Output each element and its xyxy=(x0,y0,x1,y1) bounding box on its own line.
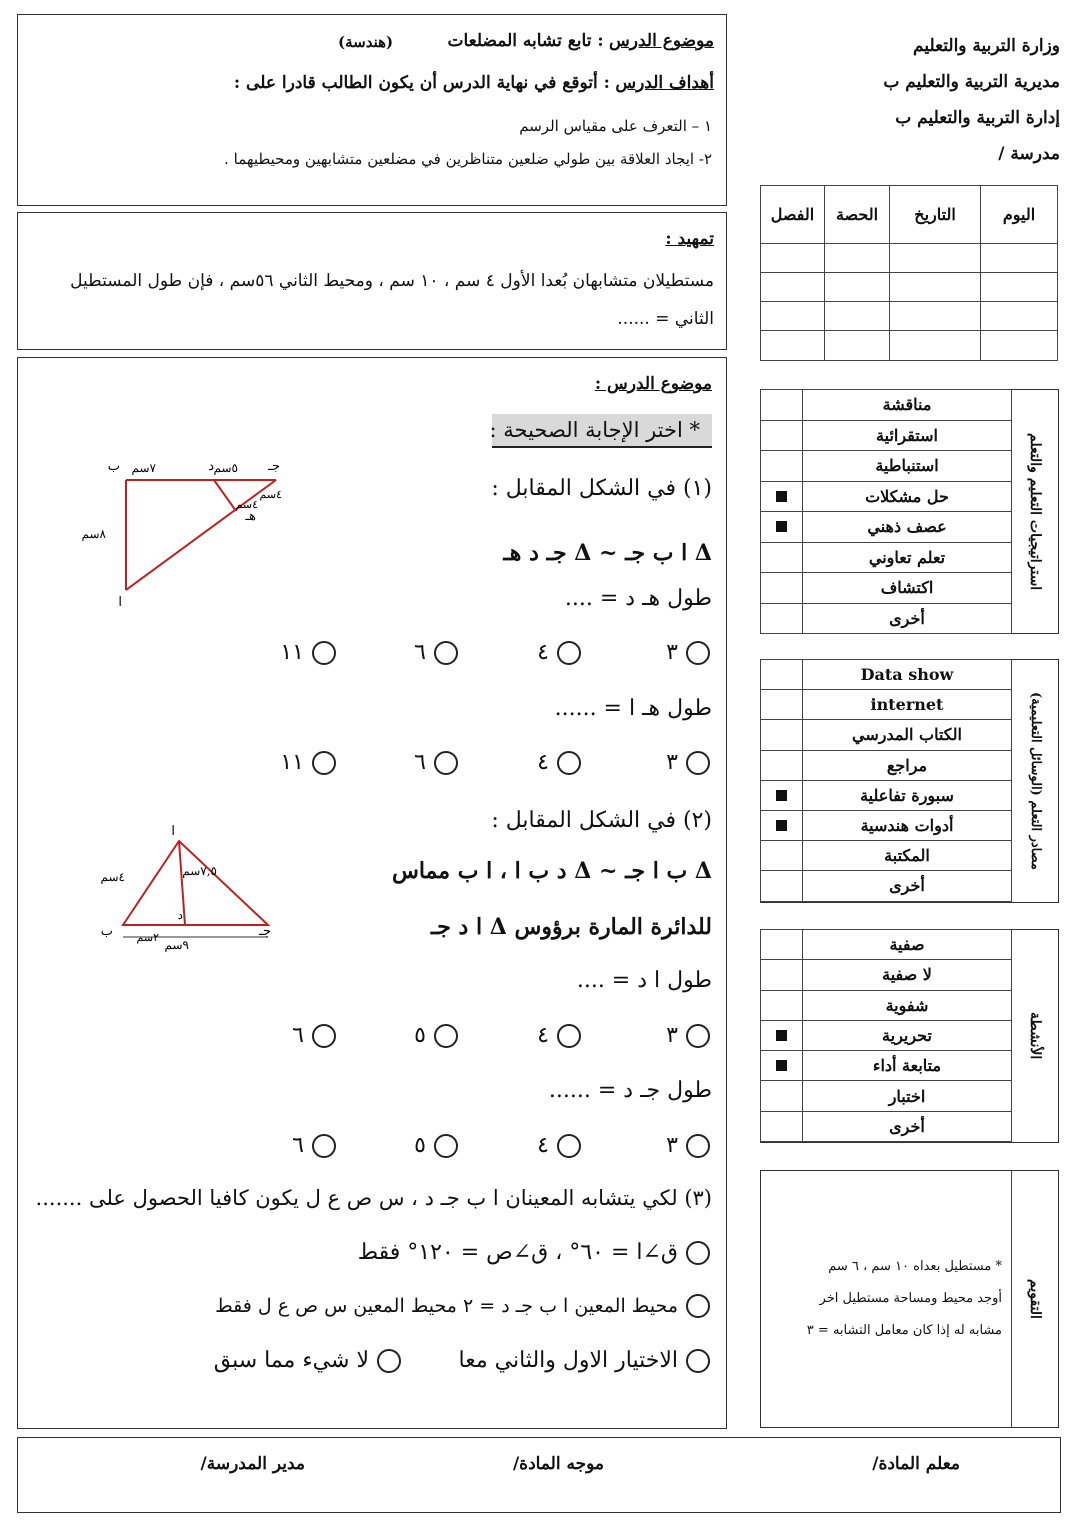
q2a-option-4[interactable]: ٦ xyxy=(292,1023,336,1048)
activities-row xyxy=(761,1111,1012,1141)
q1b-option-1[interactable]: ٣ xyxy=(666,750,710,775)
topic-label: موضوع الدرس xyxy=(609,31,714,51)
q1a-option-1[interactable]: ٣ xyxy=(666,640,710,665)
resources-row xyxy=(761,690,1012,720)
signature-footer xyxy=(17,1437,1061,1513)
radio-icon[interactable] xyxy=(434,641,458,665)
radio-icon[interactable] xyxy=(686,1134,710,1158)
strategies-side-label: استراتيجيات التعليم والتعلم xyxy=(1027,432,1043,591)
resources-item-label: internet xyxy=(803,690,1012,720)
radio-icon[interactable] xyxy=(312,751,336,775)
strategies-row xyxy=(761,390,1012,421)
q2a-option-3[interactable]: ٥ xyxy=(414,1023,458,1048)
eval-line-2: أوجد محيط ومساحة مستطيل اخر xyxy=(819,1291,1002,1306)
q1b-option-3[interactable]: ٦ xyxy=(414,750,458,775)
q2-stem: (٢) في الشكل المقابل : xyxy=(491,808,712,833)
resources-side-label: مصادر التعلم (الوسائل التعليمية) xyxy=(1028,692,1043,870)
q2-line-2: للدائرة المارة برؤوس Δ ا د جـ xyxy=(430,914,712,940)
fig1-seg-right: ٥سم xyxy=(213,461,238,475)
q1a-option-4[interactable]: ١١ xyxy=(280,640,336,665)
fig1-label-d: د xyxy=(208,459,214,474)
activities-checkbox[interactable] xyxy=(761,1111,803,1141)
strategies-checkbox[interactable] xyxy=(761,390,803,421)
radio-icon[interactable] xyxy=(312,641,336,665)
fig2-right-side: ٧,٥سم xyxy=(182,864,217,878)
eval-line-3: مشابه له إذا كان معامل التشابه = ٣ xyxy=(806,1323,1002,1338)
activities-row xyxy=(761,930,1012,960)
resources-row xyxy=(761,810,1012,840)
activities-checkbox[interactable] xyxy=(761,1081,803,1111)
radio-icon[interactable] xyxy=(557,1134,581,1158)
eval-line-1: * مستطيل بعداه ١٠ سم ، ٦ سم xyxy=(828,1259,1002,1274)
activities-panel xyxy=(760,929,1059,1143)
checked-square-icon xyxy=(776,491,787,502)
strategies-item-label: اكتشاف xyxy=(803,573,1012,604)
evaluation-side-label: التقويم xyxy=(1027,1279,1043,1319)
strategies-item-label: حل مشكلات xyxy=(803,481,1012,512)
fig1-side-left: ٨سم xyxy=(81,527,106,541)
instruction-text: * اختر الإجابة الصحيحة : xyxy=(489,418,700,442)
q3-option-4[interactable]: لا شيء مما سبق xyxy=(214,1348,401,1373)
activities-item-label: تحريرية xyxy=(803,1020,1012,1050)
principal-signature: مدير المدرسة/ xyxy=(200,1454,305,1474)
goals-label: أهداف الدرس xyxy=(615,73,714,93)
resources-row xyxy=(761,841,1012,871)
checked-square-icon xyxy=(776,790,787,801)
resources-checkbox[interactable] xyxy=(761,660,803,690)
goal-1: ١ – التعرف على مقياس الرسم xyxy=(519,117,712,135)
radio-icon[interactable] xyxy=(686,1241,710,1265)
resources-row xyxy=(761,720,1012,750)
strategies-checkbox[interactable] xyxy=(761,603,803,634)
lesson-box xyxy=(17,14,727,206)
resources-checkbox[interactable] xyxy=(761,841,803,871)
strategies-row xyxy=(761,512,1012,543)
q1-similarity: Δ ا ب جـ ~ Δ جـ د هـ xyxy=(503,540,712,566)
q2-part-b: طول جـ د = ...... xyxy=(548,1078,712,1103)
activities-checkbox[interactable] xyxy=(761,960,803,990)
evaluation-panel xyxy=(760,1170,1059,1428)
resources-checkbox[interactable] xyxy=(761,780,803,810)
strategies-panel xyxy=(760,389,1059,634)
strategies-checkbox[interactable] xyxy=(761,451,803,482)
header-line-1: وزارة التربية والتعليم xyxy=(913,36,1060,56)
strategies-row xyxy=(761,420,1012,451)
strategies-row xyxy=(761,603,1012,634)
resources-item-label: Data show xyxy=(803,660,1012,690)
fig2-label-c: جـ xyxy=(259,924,271,939)
activities-item-label: متابعة أداء xyxy=(803,1051,1012,1081)
radio-icon[interactable] xyxy=(686,1349,710,1373)
radio-icon[interactable] xyxy=(686,751,710,775)
q1a-option-2[interactable]: ٤ xyxy=(537,640,581,665)
col-day: اليوم xyxy=(981,186,1058,244)
fig1-label-e: هـ xyxy=(245,509,256,524)
q3-option-1[interactable]: ق∠ا = ٦٠° ، ق∠ص = ١٢٠° فقط xyxy=(358,1240,710,1265)
q2a-option-1[interactable]: ٣ xyxy=(666,1023,710,1048)
q2a-option-2[interactable]: ٤ xyxy=(537,1023,581,1048)
q2b-option-4[interactable]: ٦ xyxy=(292,1133,336,1158)
col-period: الحصة xyxy=(825,186,890,244)
fig1-label-c: جـ xyxy=(268,459,280,474)
q2-line-1: Δ ب ا جـ ~ Δ د ب ا ، ا ب مماس xyxy=(392,858,712,884)
header-line-4: مدرسة / xyxy=(998,144,1060,164)
q2b-option-3[interactable]: ٥ xyxy=(414,1133,458,1158)
resources-checkbox[interactable] xyxy=(761,750,803,780)
strategies-checkbox[interactable] xyxy=(761,573,803,604)
strategies-item-label: أخرى xyxy=(803,603,1012,634)
col-date: التاريخ xyxy=(890,186,981,244)
resources-checkbox[interactable] xyxy=(761,810,803,840)
q1a-option-3[interactable]: ٦ xyxy=(414,640,458,665)
resources-item-label: سبورة تفاعلية xyxy=(803,780,1012,810)
q1-part-b: طول هـ ا = ...... xyxy=(554,696,712,721)
strategies-row xyxy=(761,542,1012,573)
fig2-bd: ٢سم xyxy=(136,931,159,944)
subject-tag: (هندسة) xyxy=(338,33,394,51)
q1-figure xyxy=(81,458,308,610)
radio-icon[interactable] xyxy=(434,1024,458,1048)
strategies-checkbox[interactable] xyxy=(761,420,803,451)
intro-box xyxy=(17,212,727,350)
resources-row xyxy=(761,871,1012,901)
resources-checkbox[interactable] xyxy=(761,871,803,901)
q1-stem: (١) في الشكل المقابل : xyxy=(491,476,712,501)
resources-row xyxy=(761,750,1012,780)
checked-square-icon xyxy=(776,521,787,532)
resources-row xyxy=(761,780,1012,810)
strategies-row xyxy=(761,451,1012,482)
fig2-base: ٩سم xyxy=(164,938,189,952)
activities-checkbox[interactable] xyxy=(761,930,803,960)
activities-item-label: اختبار xyxy=(803,1081,1012,1111)
resources-row xyxy=(761,660,1012,690)
ministry-header xyxy=(860,28,1060,172)
q3-option-2[interactable]: محيط المعين ا ب جـ د = ٢ محيط المعين س ص ع ل فقط xyxy=(215,1294,710,1318)
activities-item-label: شفوية xyxy=(803,990,1012,1020)
radio-icon[interactable] xyxy=(557,1024,581,1048)
topic-value: : تابع تشابه المضلعات xyxy=(447,31,604,51)
activities-checkbox[interactable] xyxy=(761,1020,803,1050)
intro-line-1: مستطيلان متشابهان بُعدا الأول ٤ سم ، ١٠ سم ، ومحيط الثاني ٥٦سم ، فإن طول المستطيل xyxy=(70,271,714,291)
supervisor-signature: موجه المادة/ xyxy=(512,1454,604,1474)
resources-panel xyxy=(760,659,1059,903)
main-box xyxy=(17,357,727,1429)
q2-part-a: طول ا د = .... xyxy=(576,968,712,993)
activities-row xyxy=(761,1020,1012,1050)
q2-figure xyxy=(100,823,303,953)
radio-icon[interactable] xyxy=(434,1134,458,1158)
strategies-item-label: عصف ذهني xyxy=(803,512,1012,543)
radio-icon[interactable] xyxy=(434,751,458,775)
q3-stem: (٣) لكي يتشابه المعينان ا ب جـ د ، س ص ع ل يكون كافيا الحصول على ....... xyxy=(35,1186,712,1210)
resources-item-label: أخرى xyxy=(803,871,1012,901)
strategies-checkbox[interactable] xyxy=(761,512,803,543)
fig1-label-a: ا xyxy=(118,595,122,610)
checked-square-icon xyxy=(776,820,787,831)
radio-icon[interactable] xyxy=(557,641,581,665)
resources-item-label: المكتبة xyxy=(803,841,1012,871)
radio-icon[interactable] xyxy=(312,1024,336,1048)
fig1-hyp-1: ٤سم xyxy=(259,488,282,501)
strategies-item-label: استقرائية xyxy=(803,420,1012,451)
fig1-seg-left: ٧سم xyxy=(131,461,156,475)
instruction-banner xyxy=(489,414,712,448)
fig2-label-b: ب xyxy=(100,924,113,939)
fig1-label-b: ب xyxy=(107,459,120,474)
activities-row xyxy=(761,1081,1012,1111)
q2b-option-1[interactable]: ٣ xyxy=(666,1133,710,1158)
q1b-option-4[interactable]: ١١ xyxy=(280,750,336,775)
activities-side-label: الأنشطة xyxy=(1027,1012,1043,1060)
checked-square-icon xyxy=(776,1030,787,1041)
strategies-item-label: استنباطية xyxy=(803,451,1012,482)
activities-checkbox[interactable] xyxy=(761,990,803,1020)
strategies-item-label: مناقشة xyxy=(803,390,1012,421)
activities-checkbox[interactable] xyxy=(761,1051,803,1081)
header-line-3: إدارة التربية والتعليم ب xyxy=(895,108,1060,128)
resources-checkbox[interactable] xyxy=(761,720,803,750)
strategies-item-label: تعلم تعاوني xyxy=(803,542,1012,573)
teacher-signature: معلم المادة/ xyxy=(872,1454,960,1474)
fig2-left-side: ٤سم xyxy=(100,870,125,884)
strategies-row xyxy=(761,573,1012,604)
intro-label: تمهيد : xyxy=(665,229,714,249)
resources-checkbox[interactable] xyxy=(761,690,803,720)
radio-icon[interactable] xyxy=(377,1349,401,1373)
radio-icon[interactable] xyxy=(686,1024,710,1048)
header-line-2: مديرية التربية والتعليم ب xyxy=(883,72,1060,92)
q3-option-3[interactable]: الاختيار الاول والثاني معا xyxy=(459,1348,710,1373)
schedule-table xyxy=(760,185,1058,361)
resources-item-label: مراجع xyxy=(803,750,1012,780)
fig1-hyp-2: ٤سم xyxy=(235,498,258,511)
intro-line-2: الثاني = ...... xyxy=(617,309,714,329)
strategies-checkbox[interactable] xyxy=(761,481,803,512)
radio-icon[interactable] xyxy=(557,751,581,775)
fig2-label-a: ا xyxy=(171,824,175,839)
activities-row xyxy=(761,1051,1012,1081)
resources-item-label: أدوات هندسية xyxy=(803,810,1012,840)
q1b-option-2[interactable]: ٤ xyxy=(537,750,581,775)
q2b-option-2[interactable]: ٤ xyxy=(537,1133,581,1158)
col-class: الفصل xyxy=(761,186,825,244)
activities-item-label: صفية xyxy=(803,930,1012,960)
main-topic-label: موضوع الدرس : xyxy=(594,374,712,394)
radio-icon[interactable] xyxy=(686,641,710,665)
resources-item-label: الكتاب المدرسي xyxy=(803,720,1012,750)
q1-part-a: طول هـ د = .... xyxy=(564,586,712,611)
goal-2: ٢- ايجاد العلاقة بين طولي ضلعين متناظرين في مضلعين متشابهين ومحيطيهما . xyxy=(224,150,712,168)
strategies-checkbox[interactable] xyxy=(761,542,803,573)
checked-square-icon xyxy=(776,1060,787,1071)
radio-icon[interactable] xyxy=(312,1134,336,1158)
activities-item-label: لا صفية xyxy=(803,960,1012,990)
activities-item-label: أخرى xyxy=(803,1111,1012,1141)
activities-row xyxy=(761,990,1012,1020)
strategies-row xyxy=(761,481,1012,512)
fig2-label-d: د xyxy=(177,908,183,922)
radio-icon[interactable] xyxy=(686,1294,710,1318)
activities-row xyxy=(761,960,1012,990)
goals-intro: : أتوقع في نهاية الدرس أن يكون الطالب قادرا على : xyxy=(233,73,610,93)
